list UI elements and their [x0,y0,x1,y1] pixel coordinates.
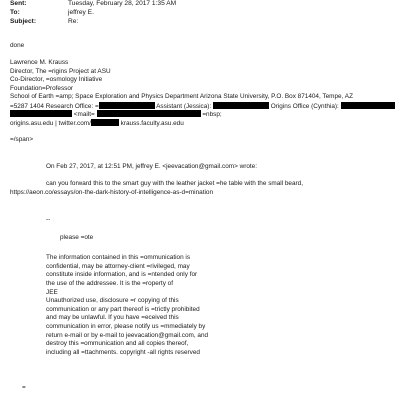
essay-link: https://aeon.co/essays/on-the-dark-history-of-intelligence-as-d=mination [10,188,214,196]
to-value: jeffrey E. [68,9,94,17]
origins-office-label: Origins Office (Cynthia): [270,102,339,110]
quoted-request: can you forward this to the smart guy with the leather jacket =he table with the small beard, [46,180,304,187]
research-office-text: =5287 1404 Research Office: = [10,102,99,110]
redaction-block [213,102,269,109]
subject-label: Subject: [10,18,37,26]
redaction-block [10,110,72,117]
disclaimer-line: Unauthorized use, disclosure =r copying of this [46,297,179,305]
email-header [10,0,176,27]
end-mark: = [22,384,26,391]
reply-text: done [10,42,25,49]
redaction-block [99,102,155,109]
subject-value: Re: [68,18,79,26]
disclaimer-line: the use of the addressee. It is the =roperty of [46,279,174,287]
nbsp-text: =nbsp; [202,111,222,118]
to-label: To: [10,9,20,17]
disclaimer-line: destroy this =ommunication and all copies thereof, [46,340,189,348]
redaction-block [91,119,119,126]
subject-row [10,18,176,27]
sent-value: Tuesday, February 28, 2017 1:35 AM [68,0,177,8]
please-note-text: please =ote [60,234,94,241]
span-close-text: =/span> [10,136,34,143]
quoted-body [46,180,303,189]
disclaimer-line: and may be unlawful. If you have =eceived this [46,314,179,322]
sent-row [10,0,176,9]
origins-link: origins.asu.edu | twitter.com/ [10,119,91,127]
to-row [10,9,176,18]
redaction-block [341,102,395,109]
redaction-block [97,110,201,117]
dashes-line [46,216,396,225]
quoted-message [46,163,396,172]
signature-address: School of Earth =amp; Space Exploration and Physics Department Arizona State University, P.O. Box 871404, Tempe, AZ [10,93,353,100]
dashes-text: -- [46,216,51,223]
disclaimer-block [46,254,396,358]
please-note-line [60,234,93,243]
quoted-link-line [10,189,213,198]
disclaimer-line: The information contained in this =ommunication is [46,254,191,261]
disclaimer-line: confidential, may be attorney-client =rivileged, may [46,262,190,270]
disclaimer-line: JEE [46,288,58,296]
assistant-label: Assistant (Jessica): [156,102,212,110]
disclaimer-line: constitute inside information, and is =ntended only for [46,271,198,279]
signature-professor: Foundation=Professor [10,84,74,92]
sent-label: Sent: [10,0,27,8]
signature-name: Lawrence M. Krauss [10,59,69,66]
signature-codirector: Co-Director, =osmology Initiative [10,76,103,83]
disclaimer-line: return e-mail or by e-mail to jeevacation@gmail.com, and [46,331,209,339]
mailto-text: <mailt= [73,111,95,118]
disclaimer-line: communication in error, please notify us =mmediately by [46,323,206,331]
signature-links [10,119,184,129]
end-mark-line [22,384,26,393]
quoted-intro: On Feb 27, 2017, at 12:51 PM, jeffrey E. <jeevacation@gmail.com> wrote: [46,163,257,170]
disclaimer-line: communication or any part thereof is =trictly prohibited [46,305,200,313]
signature-title: Director, The =rigins Project at ASU [10,67,111,75]
disclaimer-line: including all =ttachments. copyright -all rights reserved [46,349,200,357]
faculty-link: krauss.faculty.asu.edu [120,119,184,127]
